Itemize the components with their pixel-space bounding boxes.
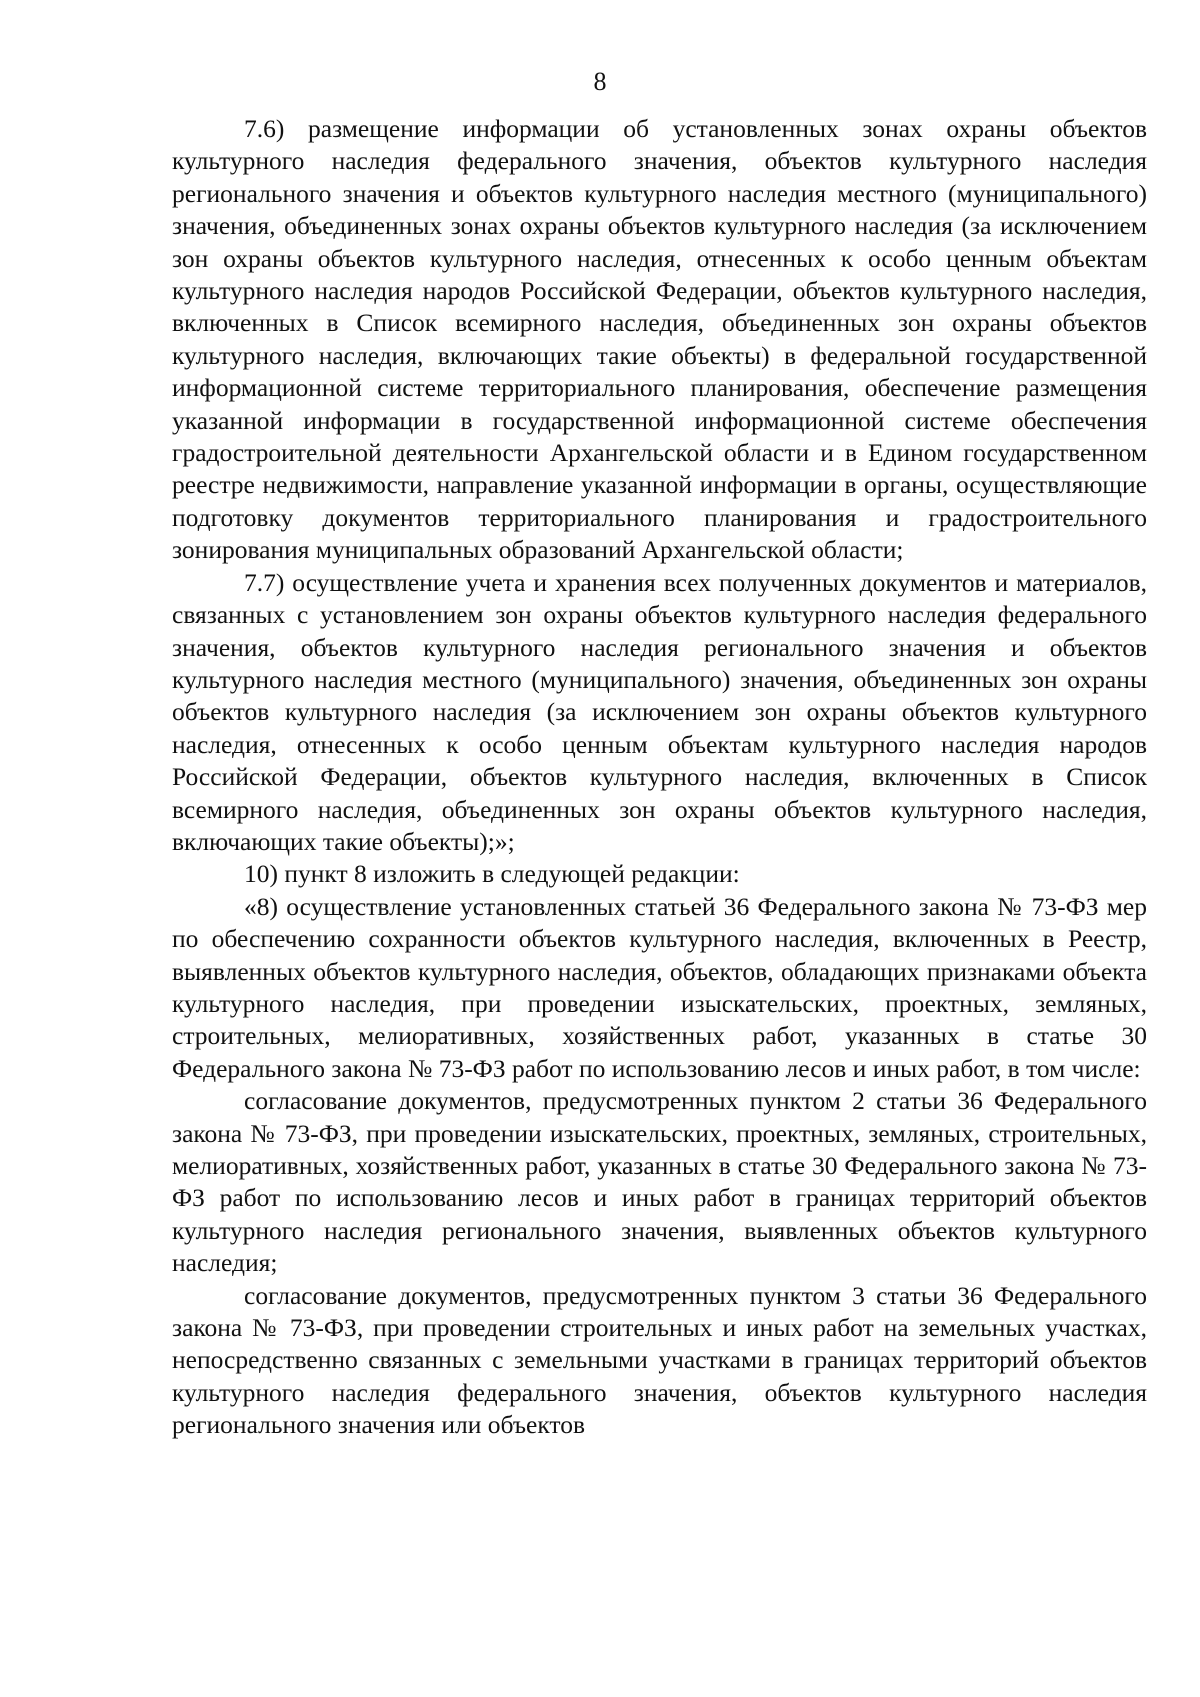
paragraph-point-8: «8) осуществление установленных статьей 36 Федерального закона № 73-ФЗ мер по обеспечению сохранности объектов культурного наследия, включенных в Реестр, выявленных объектов культурного наследия, объектов, обладающих признаками объекта культурного наследия, при проведении изыскательских, проектных, земляных, строительных, мелиоративных, хозяйственных работ, указанных в статье 30 Федерального закона № 73-ФЗ работ по использованию лесов и иных работ, в том числе:	[172, 891, 1147, 1083]
paragraph-7-6: 7.6) размещение информации об установленных зонах охраны объектов культурного наследия федерального значения, объектов культурного наследия регионального значения и объектов культурного наследия местного (муниципального) значения, объединенных зонах охраны объектов культурного наследия (за исключением зон охраны объектов культурного наследия, отнесенных к особо ценным объектам культурного наследия народов Российской Федерации, объектов культурного наследия, включенных в Список всемирного наследия, объединенных зон охраны объектов культурного наследия, включающих такие объекты) в федеральной государственной информационной системе территориального планирования, обеспечение размещения указанной информации в государственной информационной системе обеспечения градостроительной деятельности Архангельской области и в Едином государственном реестре недвижимости, направление указанной информации в органы, осуществляющие подготовку документов территориального планирования и градостроительного зонирования муниципальных образований Архангельской области;	[172, 114, 1147, 565]
paragraph-approval-point-3: согласование документов, предусмотренных пунктом 3 статьи 36 Федерального закона № 73-ФЗ, при проведении строительных и иных работ на земельных участках, непосредственно связанных с земельными участками в границах территорий объектов культурного наследия федерального значения, объектов культурного наследия регионального значения или объектов	[172, 1280, 1147, 1440]
page-number: 8	[593, 67, 607, 96]
paragraph-approval-point-2: согласование документов, предусмотренных пунктом 2 статьи 36 Федерального закона № 73-ФЗ, при проведении изыскательских, проектных, земляных, строительных, мелиоративных, хозяйственных работ, указанных в статье 30 Федерального закона № 73-ФЗ работ по использованию лесов и иных работ в границах территорий объектов культурного наследия регионального значения, выявленных объектов культурного наследия;	[172, 1086, 1147, 1278]
paragraph-7-7: 7.7) осуществление учета и хранения всех полученных документов и материалов, связанных с установлением зон охраны объектов культурного наследия федерального значения, объектов культурного наследия регионального значения и объектов культурного наследия местного (муниципального) значения, объединенных зон охраны объектов культурного наследия (за исключением зон охраны объектов культурного наследия, отнесенных к особо ценным объектам культурного наследия народов Российской Федерации, объектов культурного наследия, включенных в Список всемирного наследия, объединенных зон охраны объектов культурного наследия, включающих такие объекты);»;	[172, 567, 1147, 856]
document-body	[172, 113, 1147, 1442]
paragraph-item-10: 10) пункт 8 изложить в следующей редакции:	[244, 859, 740, 889]
